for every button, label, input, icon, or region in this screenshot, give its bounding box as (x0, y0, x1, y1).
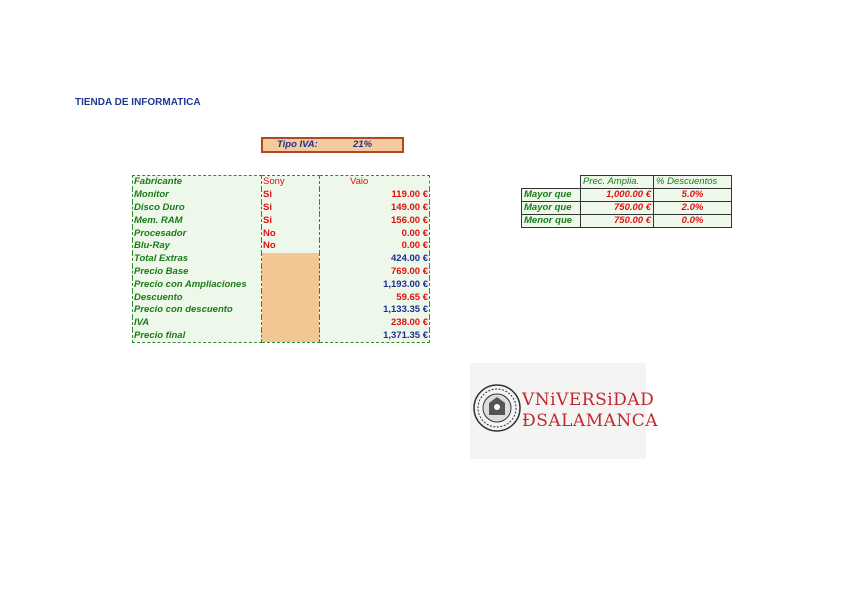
discount-header-row (522, 176, 732, 189)
row-label[interactable]: Precio con Ampliaciones (133, 278, 262, 291)
row-option[interactable]: No (262, 227, 320, 240)
row-label[interactable]: Descuento (133, 291, 262, 304)
row-price[interactable]: 0.00 € (320, 227, 430, 240)
row-label[interactable]: Procesador (133, 227, 262, 240)
iva-rate-box[interactable] (261, 137, 404, 153)
iva-label: Tipo IVA: (277, 139, 318, 150)
table-row (133, 266, 430, 279)
table-row (133, 291, 430, 304)
row-option[interactable]: Si (262, 189, 320, 202)
discount-percent[interactable]: 5.0% (654, 189, 732, 202)
table-row (133, 227, 430, 240)
row-option[interactable]: Si (262, 202, 320, 215)
discount-condition[interactable]: Menor que (522, 215, 581, 228)
discount-threshold[interactable]: 1,000.00 € (581, 189, 654, 202)
row-option[interactable]: No (262, 240, 320, 253)
table-row (133, 317, 430, 330)
table-row (133, 330, 430, 343)
header-model[interactable]: Vaio (320, 176, 430, 189)
row-price[interactable]: 238.00 € (320, 317, 430, 330)
university-seal-icon (472, 383, 522, 433)
page-title: TIENDA DE INFORMATICA (75, 97, 201, 108)
table-row (133, 304, 430, 317)
table-row (133, 189, 430, 202)
row-option[interactable] (262, 304, 320, 317)
header-brand[interactable]: Sony (262, 176, 320, 189)
row-label[interactable]: Disco Duro (133, 202, 262, 215)
discount-threshold[interactable]: 750.00 € (581, 202, 654, 215)
row-label[interactable]: Total Extras (133, 253, 262, 266)
discount-condition[interactable]: Mayor que (522, 189, 581, 202)
row-price[interactable]: 119.00 € (320, 189, 430, 202)
row-option[interactable] (262, 330, 320, 343)
header-prec-amplia[interactable]: Prec. Amplia. (581, 176, 654, 189)
row-label[interactable]: Precio Base (133, 266, 262, 279)
row-label[interactable]: Precio final (133, 330, 262, 343)
row-option[interactable] (262, 266, 320, 279)
row-price[interactable]: 149.00 € (320, 202, 430, 215)
discount-row (522, 215, 732, 228)
row-label[interactable]: Blu-Ray (133, 240, 262, 253)
table-row (133, 240, 430, 253)
table-row (133, 202, 430, 215)
row-price[interactable]: 59.65 € (320, 291, 430, 304)
row-price[interactable]: 0.00 € (320, 240, 430, 253)
discount-percent[interactable]: 0.0% (654, 215, 732, 228)
header-descuentos[interactable]: % Descuentos (654, 176, 732, 189)
row-price[interactable]: 1,133.35 € (320, 304, 430, 317)
header-fabricante[interactable]: Fabricante (133, 176, 262, 189)
row-price[interactable]: 424.00 € (320, 253, 430, 266)
table-header-row (133, 176, 430, 189)
row-label[interactable]: IVA (133, 317, 262, 330)
discount-row (522, 202, 732, 215)
iva-value: 21% (353, 139, 373, 150)
row-price[interactable]: 156.00 € (320, 214, 430, 227)
discount-percent[interactable]: 2.0% (654, 202, 732, 215)
logo-line-2: ÐSALAMANCA (522, 411, 659, 431)
row-price[interactable]: 1,371.35 € (320, 330, 430, 343)
row-label[interactable]: Precio con descuento (133, 304, 262, 317)
logo-line-1: VNiVERSiDAD (522, 390, 655, 410)
discount-threshold[interactable]: 750.00 € (581, 215, 654, 228)
row-label[interactable]: Monitor (133, 189, 262, 202)
table-row (133, 253, 430, 266)
table-row (133, 214, 430, 227)
university-logo (470, 363, 659, 459)
row-option[interactable]: Si (262, 214, 320, 227)
row-option[interactable] (262, 278, 320, 291)
table-row (133, 278, 430, 291)
discount-table (521, 175, 732, 228)
row-price[interactable]: 1,193.00 € (320, 278, 430, 291)
discount-row (522, 189, 732, 202)
discount-condition[interactable]: Mayor que (522, 202, 581, 215)
row-option[interactable] (262, 317, 320, 330)
discount-header-blank (522, 176, 581, 189)
price-table (132, 175, 430, 343)
row-price[interactable]: 769.00 € (320, 266, 430, 279)
row-option[interactable] (262, 253, 320, 266)
row-label[interactable]: Mem. RAM (133, 214, 262, 227)
row-option[interactable] (262, 291, 320, 304)
